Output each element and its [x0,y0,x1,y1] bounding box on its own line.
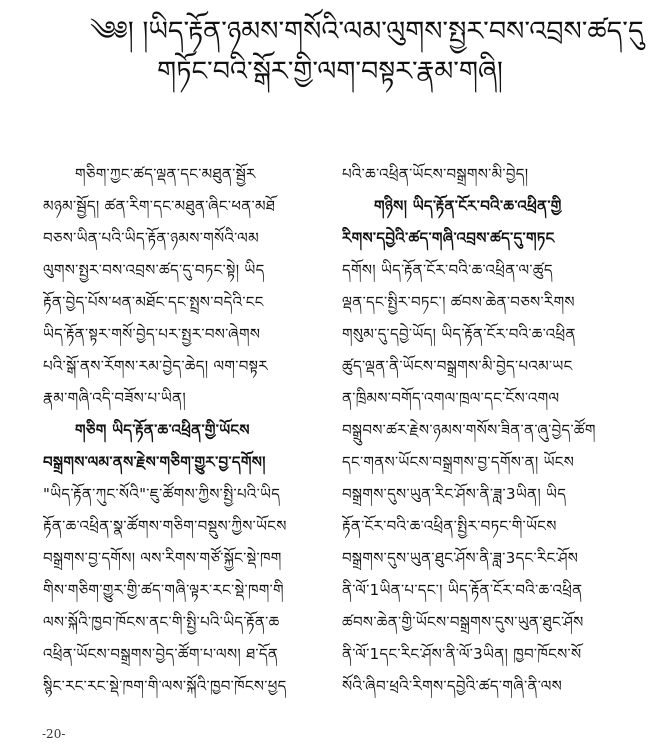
body-text-line: ཡིད་རྟོན་སྟར་གསོ་བྱེད་པར་སྤྱར་བས་ཞེགས [43,325,261,343]
body-text-line: བསྒྲགས་བྱ་དགོས། ལས་རིགས་གཙོ་སྐྱོང་སྡེ་ཁག [43,549,282,567]
body-text-line: པའི་ཆ་འཕྲིན་ཡོངས་བསྒྲགས་མི་བྱེད། [342,165,529,183]
left-text-column [43,158,305,702]
section-heading-line: གཉིས། ཡིད་རྟོན་ངོར་བའི་ཆ་འཕྲིན་གྱི [374,197,562,215]
body-text-line: ལྡན་དང་སྤྱིར་བཏང་། ཚབས་ཆེན་བཅས་རིགས [342,293,575,311]
body-text-line: ཚུད་ལྡན་ནི་ཡོངས་བསྒྲགས་མི་བྱེད་པའམ་ཡང [342,357,573,375]
body-text-line: རྟོན་ངོར་བའི་ཆ་འཕྲིན་སྤྱིར་བཏང་གི་ཡོངས [342,517,557,535]
document-title-line-2: གཏོང་བའི་སྒོར་གྱི་ལག་བསྟར་རྣམ་གཞི། [157,56,503,87]
body-text-line: ལས་སྐོའི་ཁྱབ་ཁོངས་ནང་གི་སྤྱི་པའི་ཡིད་རྟོན་ཆ [43,613,280,631]
body-text-line: དགོས། ཡིད་རྟོན་ངོར་བའི་ཆ་འཕྲིན་ལ་ཚུད [342,261,553,279]
body-text-line: པའི་སྒོ་ནས་རོགས་རམ་བྱེད་ཆེད། ལག་བསྟར [43,357,268,375]
body-text-line: བཅས་ཡིན་པའི་ཡིད་རྟོན་ཉམས་གསོའི་ལམ [43,229,259,247]
body-text-line: བསྒྲགས་དུས་ཡུན་རིང་ཤོས་ནི་ཟླ་3ཡིན། ཡིད [342,485,567,503]
body-text-line: རྣམ་གཞི་འདི་བཟོས་པ་ཡིན། [43,389,186,407]
body-text-line: "ཡིད་རྟོན་ཀུང་སོའི"་ཇུ་ཚོགས་ཀྱིས་སྤྱི་པའི་ཡིད [43,485,281,503]
body-text-line: དང་གནས་ཡོངས་བསྒྲགས་བྱ་དགོས་ན། ཡོངས [342,453,575,471]
right-text-column [342,158,610,702]
body-text-line: བསྒྲགས་དུས་ཡུན་ཐུང་ཤོས་ནི་ཟླ་3དང་རིང་ཤོས [342,549,579,567]
section-heading-line: རིགས་དབྱེའི་ཚད་གཞི་འབྲས་ཚད་དུ་གཏང [342,229,555,247]
body-text-line: ནི་ལོ་1ཡིན་པ་དང་། ཡིད་རྟོན་ངོར་བའི་ཆ་འཕྲིན [342,581,583,599]
section-heading-line: བསྒྲགས་ལམ་ནས་རྗེས་གཅིག་གྱུར་བྱ་དགོས། [43,453,266,471]
body-text-line: གསུམ་དུ་དབྱེ་ཡོད། ཡིད་རྟོན་ངོར་བའི་ཆ་འཕྲིན [342,325,576,343]
document-title-line-1: ༄༅། །ཡིད་རྟོན་ཉམས་གསོའི་ལམ་ལུགས་སྤྱར་བས་འབྲས་ཚད་དུ [90,16,644,47]
body-text-line: གཅིག་ཀྱང་ཚད་ལྡན་དང་མཐུན་སྦྱོར [75,165,256,183]
body-text-line: གིས་གཅིག་གྱུར་གྱི་ཚད་གཞི་ལྟར་རང་སྡེ་ཁག་གི [43,581,284,599]
body-text-line: མཉམ་སྦྱོད། ཚན་རིག་དང་མཐུན་ཞིང་ཕན་མཐོ [43,197,276,215]
body-text-line: སོའི་ཞིབ་ཕྲའི་རིགས་དབྱེའི་ཚད་གཞི་ནི་ལས [342,677,563,695]
body-text-line: སྙིང་རང་རང་སྡེ་ཁག་གི་ལས་སྐོའི་ཁྱབ་ཁོངས་ཕྱད [43,677,287,695]
body-text-line: ན་ཁྲིམས་བགོད་འགལ་ཁྲལ་དང་ངོས་འགལ [342,389,560,407]
body-text-line: ནི་ལོ་1དང་རིང་ཤོས་ནི་ལོ་3ཡིན། ཁྱབ་ཁོངས་སོ [342,645,582,663]
body-text-line: ལུགས་སྤྱར་བས་འབྲས་ཚད་དུ་བཏང་སྟེ། ཡིད [43,261,265,279]
body-text-line: ཚབས་ཆེན་གྱི་ཡོངས་བསྒྲགས་དུས་ཡུན་ཐུང་ཤོས [342,613,584,631]
body-text-line: རྟོན་ཆ་འཕྲིན་སྣ་ཚོགས་གཅིག་བསྡུས་ཀྱིས་ཡོངས [43,517,287,535]
body-text-line: བསྒྲུབས་ཚར་རྗེས་ཉམས་གསོས་ཟིན་ན་ཞུ་བྱེད་ཚོག [342,421,596,439]
body-text-line: འཕྲིན་ཡོངས་བསྒྲགས་བྱེད་ཚོག་པ་ལས། ཐ་དོན [43,645,279,663]
page-number: -20- [42,727,66,741]
section-heading-line: གཅིག ཡིད་རྟོན་ཆ་འཕྲིན་གྱི་ཡོངས [75,421,250,439]
body-text-line: རྟོན་བྱེད་པོས་ཕན་མཐོང་དང་སྤྲས་བདེའི་ངང [43,293,264,311]
